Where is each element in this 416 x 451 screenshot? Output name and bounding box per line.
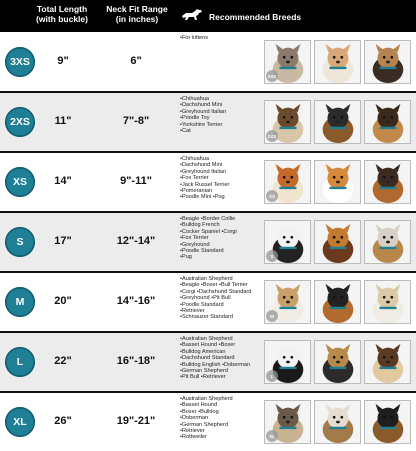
breed-item: •Australian Shepherd (180, 336, 233, 342)
breed-item: •Cocker Spaniel •Corgi (180, 228, 237, 235)
breed-item: •Poodle Toy (180, 115, 210, 122)
size-watermark: XS (266, 190, 278, 202)
total-length-value: 20" (54, 295, 72, 307)
total-length-subtitle: (with buckle) (36, 14, 88, 24)
breed-item: •Greyhound (180, 241, 210, 248)
breed-item: •Schnauzer Standard (180, 314, 233, 321)
breed-list (180, 396, 262, 441)
breed-list (180, 156, 262, 201)
breed-list (180, 96, 262, 134)
breed-item: •Poodle Standard (180, 301, 224, 308)
size-badge: L (5, 347, 35, 377)
size-badge: 2XS (5, 107, 35, 137)
breed-item: •Poodle Mini •Pug (180, 194, 225, 201)
breed-list (180, 276, 262, 321)
neck-fit-header (104, 4, 170, 24)
pet-photo (364, 400, 411, 444)
breed-item: •Yorkshire Terrier (180, 121, 223, 128)
breed-item: •Dachshund Mini (180, 162, 223, 169)
size-watermark: M (266, 310, 278, 322)
breed-item: •Retriever (180, 308, 205, 315)
size-badge: XS (5, 167, 35, 197)
breed-item: •Beagle •Border Collie (180, 216, 236, 222)
pet-photo (364, 340, 411, 384)
pet-photo (264, 400, 311, 444)
breed-item: •Bulldog French (180, 222, 220, 229)
breed-item: •Greyhound Italian (180, 108, 227, 115)
breed-item: •For kittens (180, 35, 209, 41)
size-watermark: S (266, 250, 278, 262)
breed-item: •German Shepherd (180, 421, 228, 428)
size-row (0, 393, 416, 451)
pet-photo (264, 280, 311, 324)
breed-item: •Poodle Standard (180, 248, 224, 255)
breed-item: •Cat (180, 128, 191, 135)
breed-item: •Bulldog English •Doberman (180, 361, 251, 368)
breed-item: •Fox Terrier (180, 175, 209, 182)
pet-photo (264, 40, 311, 84)
total-length-value: 26" (54, 415, 72, 427)
breed-item: •Pit Bull •Retriever (180, 374, 226, 381)
size-row (0, 213, 416, 271)
pet-photo (314, 100, 361, 144)
size-row (0, 153, 416, 211)
total-length-header (34, 4, 90, 24)
breed-item: •Greyhound •Pit Bull (180, 295, 231, 302)
pet-photo (314, 400, 361, 444)
breed-item: •Fox Terrier (180, 235, 209, 242)
breed-item: •Basset Hound •Boxer (180, 342, 236, 349)
pet-photo (314, 160, 361, 204)
running-dog-icon (180, 7, 204, 23)
recommended-breeds-header: Recommended Breeds (209, 12, 302, 22)
breed-item: •Beagle •Boxer •Bull Terrier (180, 282, 248, 289)
pet-photo (314, 280, 361, 324)
pet-photo (314, 340, 361, 384)
breed-item: •Dachshund Mini (180, 102, 223, 109)
pet-photo (364, 280, 411, 324)
total-length-value: 14" (54, 175, 72, 187)
breed-item: •Doberman (180, 415, 209, 422)
neck-fit-value: 7"-8" (122, 115, 150, 127)
pet-photo (264, 220, 311, 264)
pet-photo (364, 160, 411, 204)
pet-photo (264, 340, 311, 384)
breed-item: •Basset Hound (180, 402, 218, 409)
breed-item: •Pug (180, 254, 192, 261)
total-length-value: 11" (54, 115, 72, 127)
breed-list (180, 336, 262, 381)
breed-list (180, 216, 262, 261)
size-watermark: XL (266, 430, 278, 442)
breed-item: •Dachshund Standard (180, 355, 235, 362)
size-row (0, 333, 416, 391)
table-header (0, 0, 416, 32)
breed-list (180, 35, 262, 41)
total-length-value: 9" (57, 55, 69, 67)
pet-photo (364, 100, 411, 144)
breed-item: •Retriever (180, 428, 205, 435)
breed-item: •Boxer •Bulldog (180, 408, 219, 415)
neck-fit-subtitle: (in inches) (115, 14, 159, 24)
total-length-title: Total Length (36, 4, 88, 14)
breed-item: •Jack Russel Terrier (180, 181, 230, 188)
pet-photo (314, 220, 361, 264)
size-row (0, 93, 416, 151)
breed-item: •German Shepherd (180, 368, 228, 375)
breed-item: •Corgi •Dachshund Standard (180, 288, 252, 295)
pet-photo (264, 160, 311, 204)
neck-fit-value: 16"-18" (116, 355, 156, 367)
size-watermark: 3XS (266, 70, 278, 82)
breed-item: •Bulldog American (180, 348, 226, 355)
total-length-value: 22" (54, 355, 72, 367)
breed-item: •Greyhound Italian (180, 168, 227, 175)
pet-photo (264, 100, 311, 144)
breed-item: •Rottweiler (180, 434, 207, 441)
size-row (0, 33, 416, 91)
neck-fit-title: Neck Fit Range (106, 4, 168, 14)
neck-fit-value: 6" (130, 55, 142, 67)
total-length-value: 17" (54, 235, 72, 247)
size-watermark: 2XS (266, 130, 278, 142)
breed-item: •Australian Shepherd (180, 396, 233, 402)
neck-fit-value: 9"-11" (120, 175, 152, 187)
pet-photo (364, 220, 411, 264)
size-watermark: L (266, 370, 278, 382)
breed-item: •Australian Shepherd (180, 276, 233, 282)
breed-item: •Chihuahua (180, 96, 210, 102)
breed-item: •Chihuahua (180, 156, 210, 162)
breed-item: •Pomeranian (180, 188, 213, 195)
size-badge: S (5, 227, 35, 257)
neck-fit-value: 19"-21" (116, 415, 156, 427)
size-badge: XL (5, 407, 35, 437)
size-badge: 3XS (5, 47, 35, 77)
size-row (0, 273, 416, 331)
neck-fit-value: 12"-14" (116, 235, 156, 247)
neck-fit-value: 14"-16" (116, 295, 156, 307)
pet-photo (314, 40, 361, 84)
size-badge: M (5, 287, 35, 317)
pet-photo (364, 40, 411, 84)
